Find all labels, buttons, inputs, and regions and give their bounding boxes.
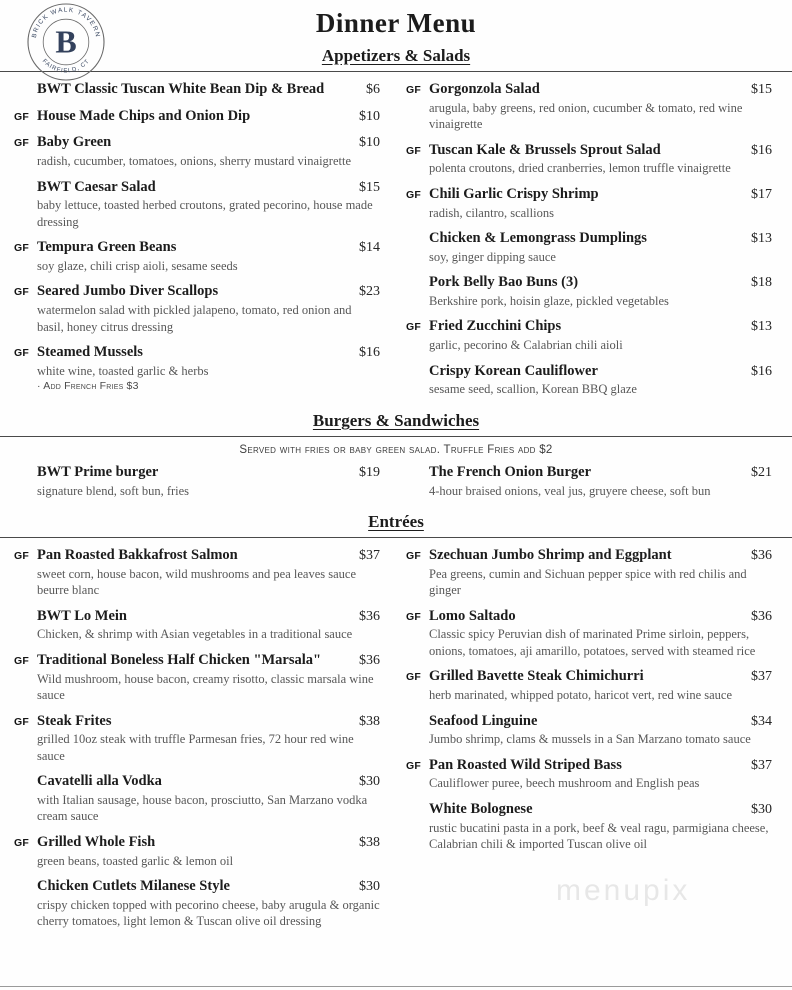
item-name: The French Onion Burger [429,463,592,480]
item-description: arugula, baby greens, red onion, cucumber & tomato, red wine vinaigrette [429,100,743,132]
item-name: Tempura Green Beans [37,239,177,256]
item-description: crispy chicken topped with pecorino cheese, baby arugula & organic cherry tomatoes, light lemon & Tuscan olive oil dressing [37,897,380,929]
item-price: $38 [359,834,380,850]
menu-item [406,757,772,792]
item-description: polenta croutons, dried cranberries, lemon truffle vinaigrette [429,161,731,176]
menu-item [14,464,380,499]
section-appetizers-salads [0,46,792,407]
item-name: Lomo Saltado [429,607,516,624]
item-name: Pork Belly Bao Buns (3) [429,274,579,291]
item-description: white wine, toasted garlic & herbs [37,363,209,378]
item-price: $38 [359,713,380,729]
entrees-heading: Entrées [368,512,424,531]
menu-item [14,608,380,643]
menu-item [14,108,380,126]
menu-item [406,274,772,309]
menu-item [14,179,380,231]
menu-item [14,878,380,930]
menu-item [406,81,772,133]
item-price: $36 [751,548,772,563]
item-price: $16 [751,363,772,379]
item-name: Crispy Korean Cauliflower [429,362,598,379]
item-price: $30 [359,774,380,790]
item-name: BWT Classic Tuscan White Bean Dip & Bread [37,81,325,97]
menu-item [14,134,380,169]
item-price: $30 [751,801,772,817]
item-name: Cavatelli alla Vodka [37,773,162,790]
section-divider [0,537,792,538]
gluten-free-badge: GF [14,110,29,123]
item-description: sesame seed, scallion, Korean BBQ glaze [429,382,637,397]
item-price: $16 [359,345,380,361]
item-description: with Italian sausage, house bacon, prosciutto, San Marzano vodka cream sauce [37,792,368,824]
gluten-free-badge: GF [406,610,421,623]
item-name: Seafood Linguine [429,712,538,729]
item-price: $10 [359,108,380,124]
item-price: $17 [751,186,772,202]
menu-item [14,283,380,335]
gluten-free-badge: GF [14,654,29,667]
item-price: $13 [751,319,772,335]
item-name: Fried Zucchini Chips [429,318,562,335]
item-price: $21 [751,464,772,480]
menu-item [406,230,772,265]
svg-text:FAIRFIELD, CT [41,58,91,74]
item-description: 4-hour braised onions, veal jus, gruyere cheese, soft bun [429,483,711,498]
gluten-free-badge: GF [14,715,29,728]
gluten-free-badge: GF [406,671,421,684]
restaurant-logo [26,2,106,82]
gluten-free-badge: GF [14,550,29,562]
item-description: radish, cilantro, scallions [429,205,554,220]
menu-item [14,344,380,392]
logo-monogram: B [55,23,77,60]
menu-item [14,713,380,765]
entrees-left-column [14,547,380,939]
item-name: Chicken Cutlets Milanese Style [37,878,230,895]
item-description: garlic, pecorino & Calabrian chili aioli [429,338,623,353]
menupix-watermark: menupix [556,874,691,907]
item-price: $14 [359,240,380,256]
item-name: Steak Frites [37,712,112,729]
menu-item [14,652,380,704]
section-entrees [0,512,792,939]
item-description: Wild mushroom, house bacon, creamy risotto, classic marsala wine sauce [37,671,374,703]
item-price: $6 [366,82,380,97]
item-price: $30 [359,879,380,895]
item-description: green beans, toasted garlic & lemon oil [37,853,234,868]
item-price: $10 [359,135,380,151]
item-price: $16 [751,142,772,158]
item-description: radish, cucumber, tomatoes, onions, sherry mustard vinaigrette [37,154,352,169]
menu-item [14,239,380,274]
item-addon-note: · Add French Fries $3 [37,380,139,393]
item-description: rustic bucatini pasta in a pork, beef & veal ragu, parmigiana cheese, Calabrian chili & imported Tuscan olive oil [429,820,769,852]
section-burgers-sandwiches [0,411,792,508]
item-price: $15 [751,82,772,97]
item-price: $36 [359,652,380,668]
item-name: Seared Jumbo Diver Scallops [37,283,219,300]
gluten-free-badge: GF [14,836,29,849]
item-description: Classic spicy Peruvian dish of marinated Prime sirloin, peppers, onions, tomatoes, aji amarillo, potatoes, served with steamed rice [429,627,756,658]
item-description: Cauliflower puree, beech mushroom and English peas [429,776,700,791]
item-description: Berkshire pork, hoisin glaze, pickled vegetables [429,293,669,308]
menu-item [406,713,772,748]
item-name: Pan Roasted Wild Striped Bass [429,756,622,773]
item-name: Chicken & Lemongrass Dumplings [429,230,647,247]
item-name: Tuscan Kale & Brussels Sprout Salad [429,141,661,158]
menu-item [406,464,772,499]
item-name: Traditional Boneless Half Chicken "Marsala" [37,651,322,668]
burgers-note: Served with fries or baby green salad. Truffle Fries add $2 [239,443,553,456]
item-name: Baby Green [37,134,112,151]
item-price: $19 [359,464,380,480]
item-description: soy glaze, chili crisp aioli, sesame seeds [37,258,238,273]
menu-item [406,186,772,221]
item-name: White Bolognese [429,800,533,817]
menu-item [14,547,380,599]
gluten-free-badge: GF [406,321,421,334]
gluten-free-badge: GF [14,347,29,360]
item-price: $34 [751,713,772,729]
gluten-free-badge: GF [14,286,29,299]
item-price: $36 [751,608,772,624]
appetizers-right-column [406,81,772,407]
item-name: Szechuan Jumbo Shrimp and Eggplant [429,547,672,563]
appetizers-left-column [14,81,380,401]
gluten-free-badge: GF [14,242,29,255]
item-price: $37 [359,548,380,563]
menu-item [406,318,772,353]
gluten-free-badge: GF [406,759,421,772]
item-price: $23 [359,284,380,300]
item-price: $18 [751,275,772,291]
item-name: Pan Roasted Bakkafrost Salmon [37,547,238,563]
entrees-right-column [406,547,772,862]
menu-item [14,834,380,869]
menu-item [406,363,772,398]
item-price: $36 [359,608,380,624]
logo-top-arc-text: BRICK WALK TAVERN [30,6,102,39]
section-divider [0,436,792,437]
menu-item [406,547,772,599]
item-description: sweet corn, house bacon, wild mushrooms and pea leaves sauce beurre blanc [37,566,357,598]
item-description: Jumbo shrimp, clams & mussels in a San Marzano tomato sauce [429,732,751,747]
menu-item [14,773,380,825]
gluten-free-badge: GF [406,84,421,96]
item-description: grilled 10oz steak with truffle Parmesan fries, 72 hour red wine sauce [37,732,354,763]
item-name: BWT Caesar Salad [37,178,156,195]
menu-item [406,608,772,660]
burgers-left-column [14,464,380,508]
item-name: Grilled Bavette Steak Chimichurri [429,668,644,685]
menu-item [14,81,380,99]
gluten-free-badge: GF [406,550,421,562]
item-price: $15 [359,179,380,195]
item-description: watermelon salad with pickled jalapeno, tomato, red onion and basil, honey citrus dressing [37,303,352,334]
gluten-free-badge: GF [14,137,29,150]
item-description: Pea greens, cumin and Sichuan pepper spice with red chilis and ginger [429,566,747,598]
item-name: Grilled Whole Fish [37,833,156,850]
burgers-right-column [406,464,772,508]
item-name: Chili Garlic Crispy Shrimp [429,185,599,202]
item-price: $37 [751,757,772,773]
item-price: $37 [751,669,772,685]
item-description: Chicken, & shrimp with Asian vegetables in a traditional sauce [37,627,353,642]
menu-item [406,801,772,853]
item-description: baby lettuce, toasted herbed croutons, grated pecorino, house made dressing [37,198,373,229]
gluten-free-badge: GF [406,188,421,201]
item-description: herb marinated, whipped potato, haricot vert, red wine sauce [429,688,733,703]
item-name: Steamed Mussels [37,344,143,361]
burgers-heading: Burgers & Sandwiches [312,410,480,430]
page-title: Dinner Menu [315,8,477,38]
menu-item [406,668,772,703]
item-description: soy, ginger dipping sauce [429,249,556,264]
item-name: Gorgonzola Salad [429,81,540,97]
gluten-free-badge: GF [406,144,421,157]
item-name: House Made Chips and Onion Dip [37,107,251,124]
page-bottom-divider [0,986,792,987]
appetizers-heading: Appetizers & Salads [321,46,471,65]
section-divider [0,71,792,72]
item-price: $13 [751,231,772,247]
logo-bottom-arc-text: FAIRFIELD, CT [40,58,92,75]
item-name: BWT Lo Mein [37,607,127,624]
item-name: BWT Prime burger [37,463,159,480]
menu-item [406,142,772,177]
item-description: signature blend, soft bun, fries [37,483,190,498]
